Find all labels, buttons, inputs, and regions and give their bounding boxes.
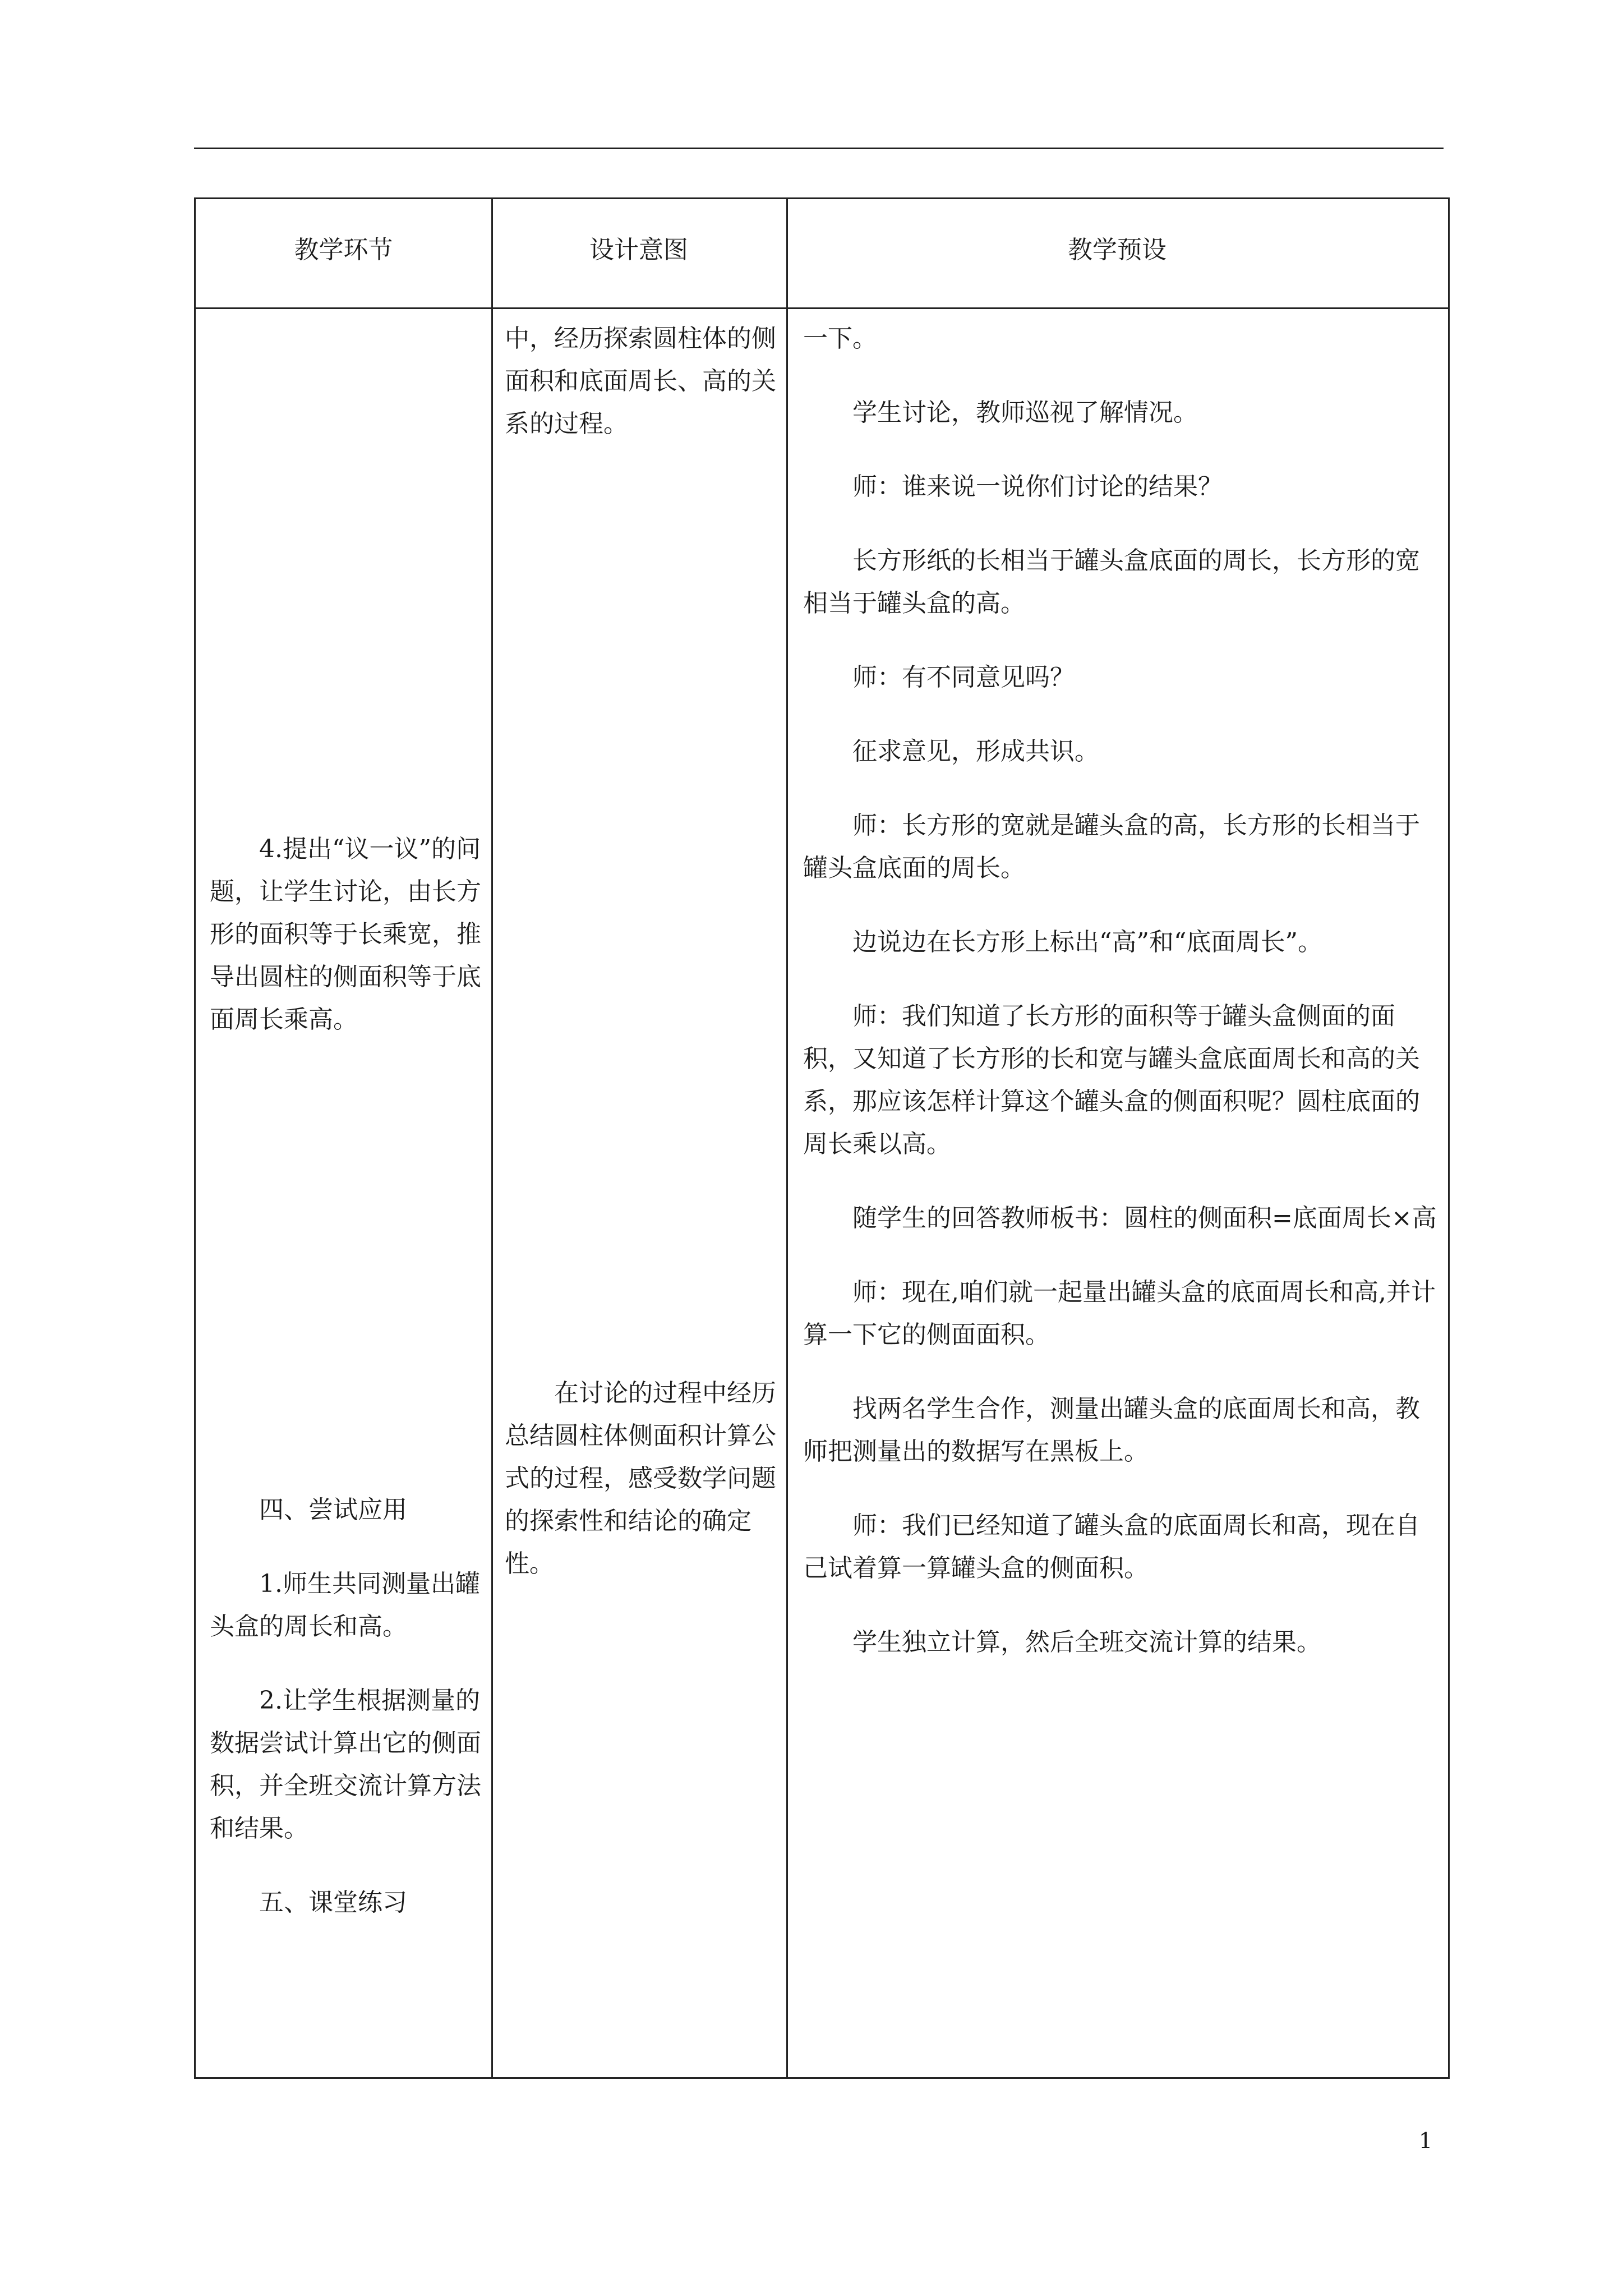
intent-cell-continued	[505, 318, 777, 445]
plan-paragraph: 师：谁来说一说你们讨论的结果？	[852, 472, 1223, 501]
stage-cell-discussion	[210, 828, 487, 1041]
plan-paragraph: 找两名学生合作，测量出罐头盒的底面周长和高，教师把测量出的数据写在黑板上。	[803, 1395, 1420, 1466]
plan-paragraph: 学生独立计算，然后全班交流计算的结果。	[852, 1628, 1321, 1657]
header-row-divider	[196, 307, 1448, 309]
plan-paragraph: 师：长方形的宽就是罐头盒的高，长方形的长相当于罐头盒底面的周长。	[803, 811, 1420, 882]
stage-cell-application	[210, 1489, 487, 1924]
intent-text: 中，经历探索圆柱体的侧面积和底面周长、高的关系的过程。	[505, 324, 776, 438]
header-rule	[194, 148, 1444, 149]
plan-paragraph: 师：我们知道了长方形的面积等于罐头盒侧面的面积，又知道了长方形的长和宽与罐头盒底面周长和高的关系，那应该怎样计算这个罐头盒的侧面积呢？圆柱底面的周长乘以高。	[803, 1002, 1420, 1158]
plan-paragraph: 师：有不同意见吗？	[852, 663, 1075, 692]
intent-text: 在讨论的过程中经历总结圆柱体侧面积计算公式的过程，感受数学问题的探索性和结论的确定性。	[505, 1379, 776, 1578]
column-divider-1	[491, 199, 493, 2077]
page-number: 1	[1419, 2128, 1433, 2153]
plan-paragraph: 学生讨论，教师巡视了解情况。	[852, 398, 1198, 427]
stage-heading-practice: 五、课堂练习	[259, 1888, 407, 1917]
plan-paragraph: 一下。	[803, 324, 877, 353]
plan-paragraph: 征求意见，形成共识。	[852, 737, 1099, 766]
table-header-design-intent: 设计意图	[589, 236, 688, 264]
table-header-teaching-plan: 教学预设	[1068, 236, 1166, 264]
stage-heading-try: 四、尝试应用	[259, 1496, 407, 1524]
stage-text: 1.师生共同测量出罐头盒的周长和高。	[210, 1570, 480, 1641]
plan-paragraph: 随学生的回答教师板书：圆柱的侧面积=底面周长×高	[852, 1204, 1437, 1232]
intent-cell-formula	[505, 1372, 777, 1585]
stage-text: 4.提出“议一议”的问题，让学生讨论，由长方形的面积等于长乘宽，推导出圆柱的侧面积等于底面周长乘高。	[210, 835, 481, 1034]
plan-paragraph: 边说边在长方形上标出“高”和“底面周长”。	[852, 928, 1322, 956]
column-divider-2	[786, 199, 788, 2077]
plan-cell	[803, 318, 1438, 1664]
plan-paragraph: 师：现在,咱们就一起量出罐头盒的底面周长和高,并计算一下它的侧面面积。	[803, 1278, 1436, 1349]
plan-paragraph: 师：我们已经知道了罐头盒的底面周长和高，现在自己试着算一算罐头盒的侧面积。	[803, 1511, 1420, 1582]
stage-text: 2.让学生根据测量的数据尝试计算出它的侧面积，并全班交流计算方法和结果。	[210, 1686, 481, 1843]
plan-paragraph: 长方形纸的长相当于罐头盒底面的周长，长方形的宽相当于罐头盒的高。	[803, 546, 1420, 618]
table-header-teaching-stage: 教学环节	[294, 236, 393, 264]
